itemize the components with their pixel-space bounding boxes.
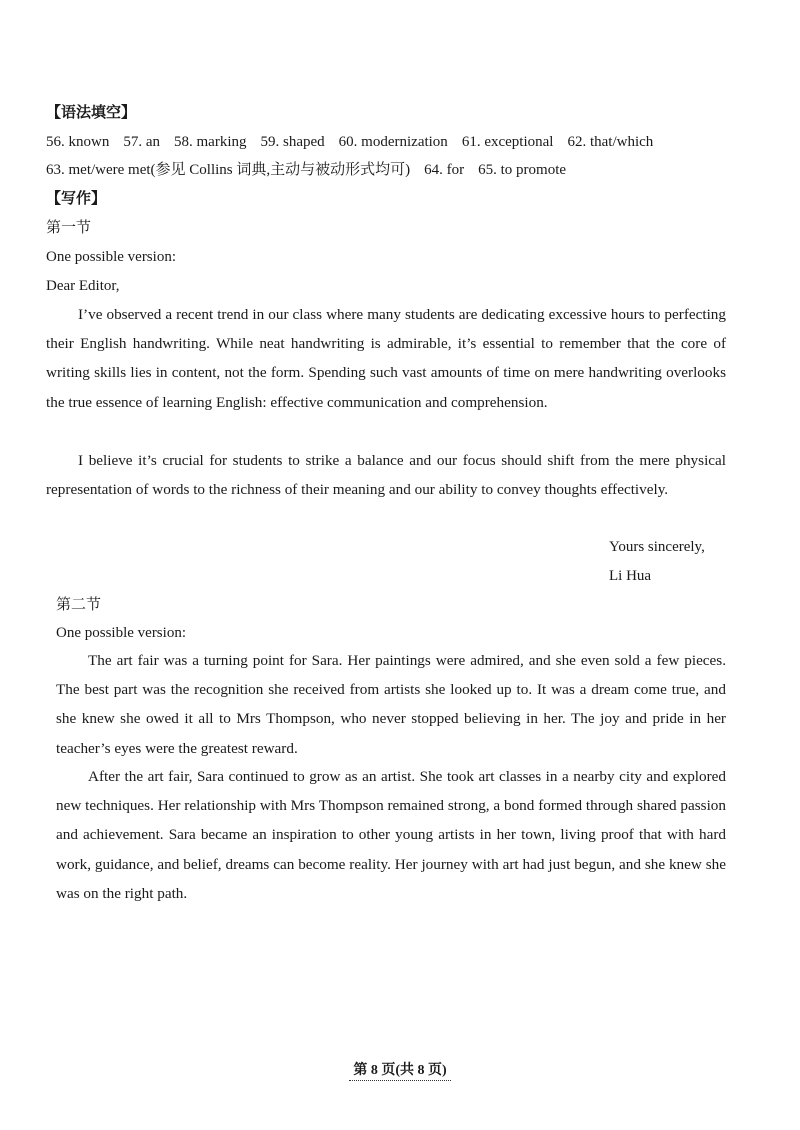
answer-59: 59. shaped xyxy=(260,134,325,150)
answer-56: 56. known xyxy=(46,134,110,150)
answer-58: 58. marking xyxy=(174,134,247,150)
section1-title: 第一节 xyxy=(46,220,92,236)
story-paragraph-2: After the art fair, Sara continued to grow as an artist. She took art classes in a nearby city and explored new techniques. Her relationship with Mrs Thompson remained strong, a bond formed through shared passion and achievement. Sara became an inspiration to other young artists in her town, living proof that with hard work, guidance, and belief, dreams can become reality. Her journey with art had just begun, and she knew she was on the right path. xyxy=(56,768,726,902)
story-paragraph-1: The art fair was a turning point for Sara. Her paintings were admired, and she even sold a few pieces. The best part was the recognition she received from artists she looked up to. It was a dream come true, and she knew she owed it all to Mrs Thompson, who never stopped believing in her. The joy and pride in her teacher’s eyes were the greatest reward. xyxy=(56,652,726,757)
letter-signature: Li Hua xyxy=(609,568,652,584)
page-number: 第 8 页(共 8 页) xyxy=(349,1059,450,1081)
answer-61: 61. exceptional xyxy=(461,134,554,150)
letter-closing: Yours sincerely, xyxy=(609,539,705,555)
letter-paragraph-1: I’ve observed a recent trend in our class where many students are dedicating excessive hours to perfecting their English handwriting. While neat handwriting is admirable, it’s essential to remember that the core of writing skills lies in content, not the form. Spending such vast amounts of time on mere handwriting overlooks the true essence of learning English: effective communication and comprehension. xyxy=(46,306,726,411)
answer-65: 65. to promote xyxy=(478,162,567,178)
letter-greeting: Dear Editor, xyxy=(46,278,120,294)
page-footer xyxy=(0,1059,800,1081)
section1-intro: One possible version: xyxy=(46,249,176,265)
answer-62: 62. that/which xyxy=(567,134,654,150)
letter-paragraph-2: I believe it’s crucial for students to strike a balance and our focus should shift from the mere physical representation of words to the richness of their meaning and our ability to convey thoughts effectively. xyxy=(46,452,726,499)
section2-intro: One possible version: xyxy=(56,625,186,641)
grammar-answers-line-1 xyxy=(46,132,667,152)
grammar-heading: 【语法填空】 xyxy=(46,105,137,121)
answer-64: 64. for xyxy=(424,162,465,178)
answer-57: 57. an xyxy=(123,134,161,150)
section2-title: 第二节 xyxy=(56,597,102,613)
grammar-answers-line-2 xyxy=(46,160,580,180)
writing-heading: 【写作】 xyxy=(46,191,107,207)
answer-60: 60. modernization xyxy=(338,134,448,150)
answer-63: 63. met/were met(参见 Collins 词典,主动与被动形式均可) xyxy=(46,162,411,178)
